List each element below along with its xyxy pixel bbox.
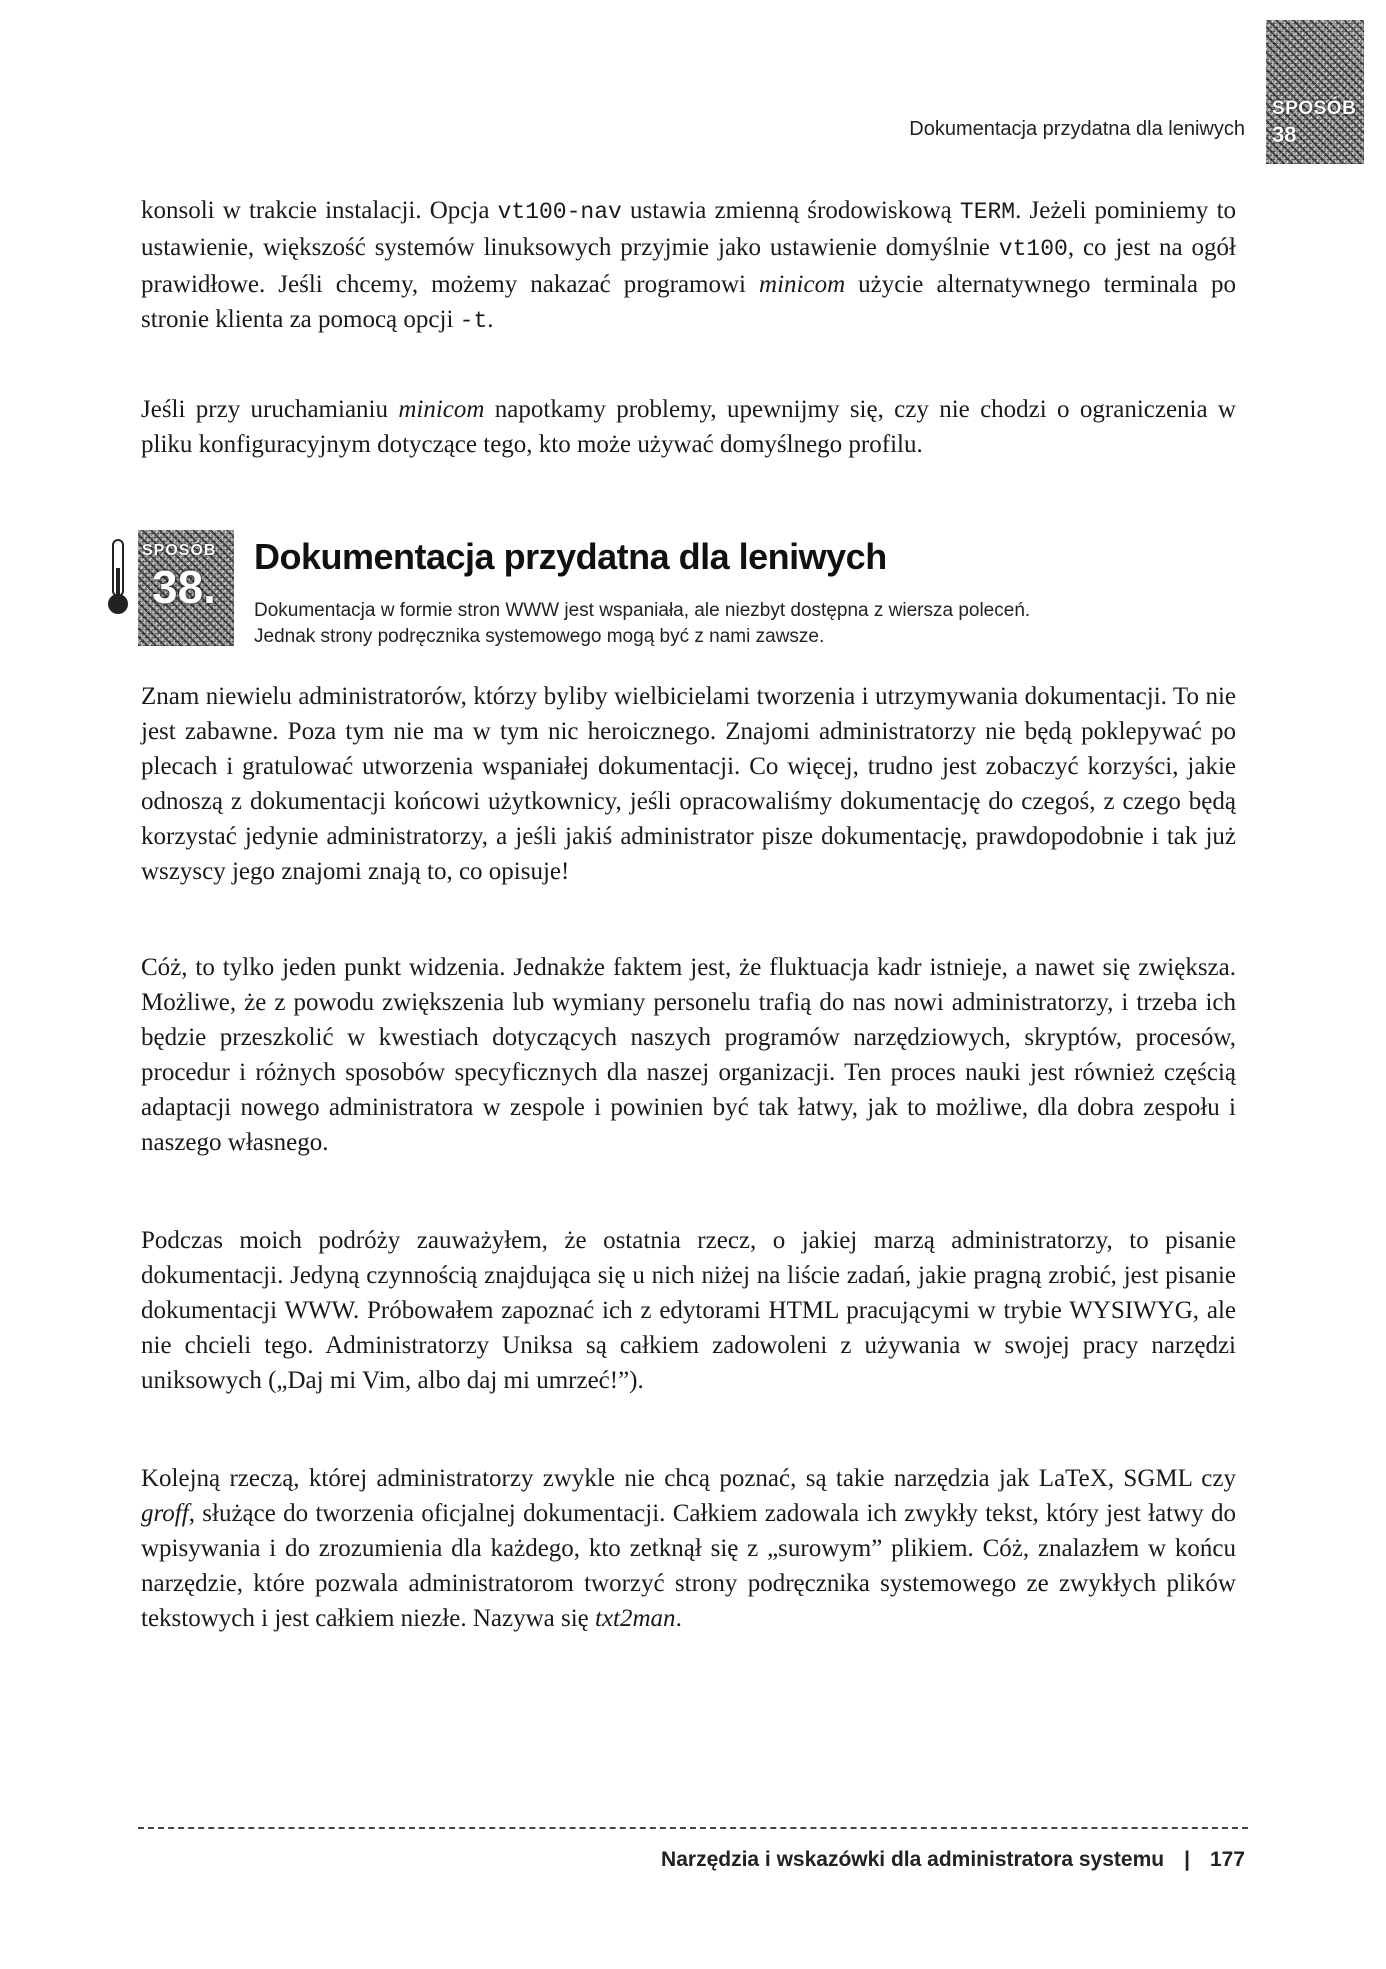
footer-separator: | [1184,1848,1190,1871]
text: konsoli w trakcie instalacji. Opcja [141,197,498,224]
badge-number: 38. [152,561,216,613]
code-vt100: vt100 [998,236,1068,262]
code-option-t: -t [459,308,488,334]
text: , służące do tworzenia oficjalnej dokumentacji. Całkiem zadowala ich zwykły tekst, który jest łatwy do wpisywania i do zrozumienia dla każdego, kto zetknął się z „surowym” plikiem. Cóż, znalazłem w końcu narzędzie, które pozwala administratorom tworzyć strony podręcznika systemowego ze zwykłych plików tekstowych i jest całkiem niezłe. Nazywa się [141,1500,1236,1632]
page-number: 177 [1209,1848,1245,1871]
text: Kolejną rzeczą, której administratorzy zwykle nie chcą poznać, są takie narzędzia jak LaTeX, SGML czy [141,1465,1236,1492]
chapter-corner-tab [1266,20,1364,164]
subtitle-line-2: Jednak strony podręcznika systemowego mogą być z nami zawsze. [254,626,825,647]
text: . Jeżeli pominiemy to ustawienie, większość systemów linuksowych przyjmie jako ustawienie domyślnie [141,197,1237,261]
code-vt100-nav: vt100-nav [497,199,622,225]
text: . [487,306,494,333]
paragraph-2 [141,392,1236,462]
text: Jeśli przy uruchamianiu [141,396,399,423]
badge-label: SPOSÓB [142,542,217,559]
page-footer [661,1848,1245,1872]
footer-book-title: Narzędzia i wskazówki dla administratora systemu [661,1848,1165,1871]
hack-subtitle [254,598,1030,650]
tab-number: 38 [1272,122,1297,147]
subtitle-line-1: Dokumentacja w formie stron WWW jest wspaniała, ale niezbyt dostępna z wiersza poleceń. [254,600,1031,621]
italic-minicom: minicom [759,271,846,298]
footer-divider [138,1827,1248,1829]
text: napotkamy problemy, upewnijmy się, czy nie chodzi o ograniczenia w pliku konfiguracyjnym dotyczące tego, kto może używać domyślnego profilu. [141,396,1236,458]
code-term: TERM [959,199,1016,225]
italic-groff: groff [141,1500,189,1527]
italic-minicom: minicom [398,396,485,423]
text: użycie alternatywnego terminala po stronie klienta za pomocą opcji [141,271,1236,333]
paragraph-6 [141,1461,1236,1636]
hack-number-badge [138,530,234,646]
text: . [675,1605,682,1632]
text: ustawia zmienną środowiskową [621,197,960,224]
tab-label: SPOSÓB [1272,98,1357,119]
thermometer-icon [107,538,129,618]
hack-title: Dokumentacja przydatna dla leniwych [254,536,887,577]
italic-txt2man: txt2man [595,1605,676,1632]
paragraph-4: Cóż, to tylko jeden punkt widzenia. Jednakże faktem jest, że fluktuacja kadr istnieje, a nawet się zwiększa. Możliwe, że z powodu zwiększenia lub wymiany personelu trafią do nas nowi administratorzy, i trzeba ich będzie przeszkolić w kwestiach dotyczących naszych programów narzędziowych, skryptów, procesów, procedur i różnych sposobów specyficznych dla naszej organizacji. Ten proces nauki jest również częścią adaptacji nowego administratora w zespole i powinien być tak łatwy, jak to możliwe, dla dobra zespołu i naszego własnego. [141,954,1236,1156]
paragraph-1 [141,193,1236,339]
running-header: Dokumentacja przydatna dla leniwych [909,118,1245,140]
paragraph-5: Podczas moich podróży zauważyłem, że ostatnia rzecz, o jakiej marzą administratorzy, to pisanie dokumentacji. Jedyną czynnością znajdująca się u nich niżej na liście zadań, jakie pragną zrobić, jest pisanie dokumentacji WWW. Próbowałem zapoznać ich z edytorami HTML pracującymi w trybie WYSIWYG, ale nie chcieli tego. Administratorzy Uniksa są całkiem zadowoleni z używania w swojej pracy narzędzi uniksowych („Daj mi Vim, albo daj mi umrzeć!”). [141,1227,1236,1394]
paragraph-3: Znam niewielu administratorów, którzy byliby wielbicielami tworzenia i utrzymywania dokumentacji. To nie jest zabawne. Poza tym nie ma w tym nic heroicznego. Znajomi administratorzy nie będą poklepywać po plecach i gratulować utworzenia wspaniałej dokumentacji. Co więcej, trudno jest zobaczyć korzyści, jakie odnoszą z dokumentacji końcowi użytkownicy, jeśli opracowaliśmy dokumentację do czegoś, z czego będą korzystać jedynie administratorzy, a jeśli jakiś administrator pisze dokumentację, prawdopodobnie i tak już wszyscy jego znajomi znają to, co opisuje! [141,683,1236,885]
text: , co jest na ogół prawidłowe. Jeśli chcemy, możemy nakazać programowi [141,234,1236,298]
